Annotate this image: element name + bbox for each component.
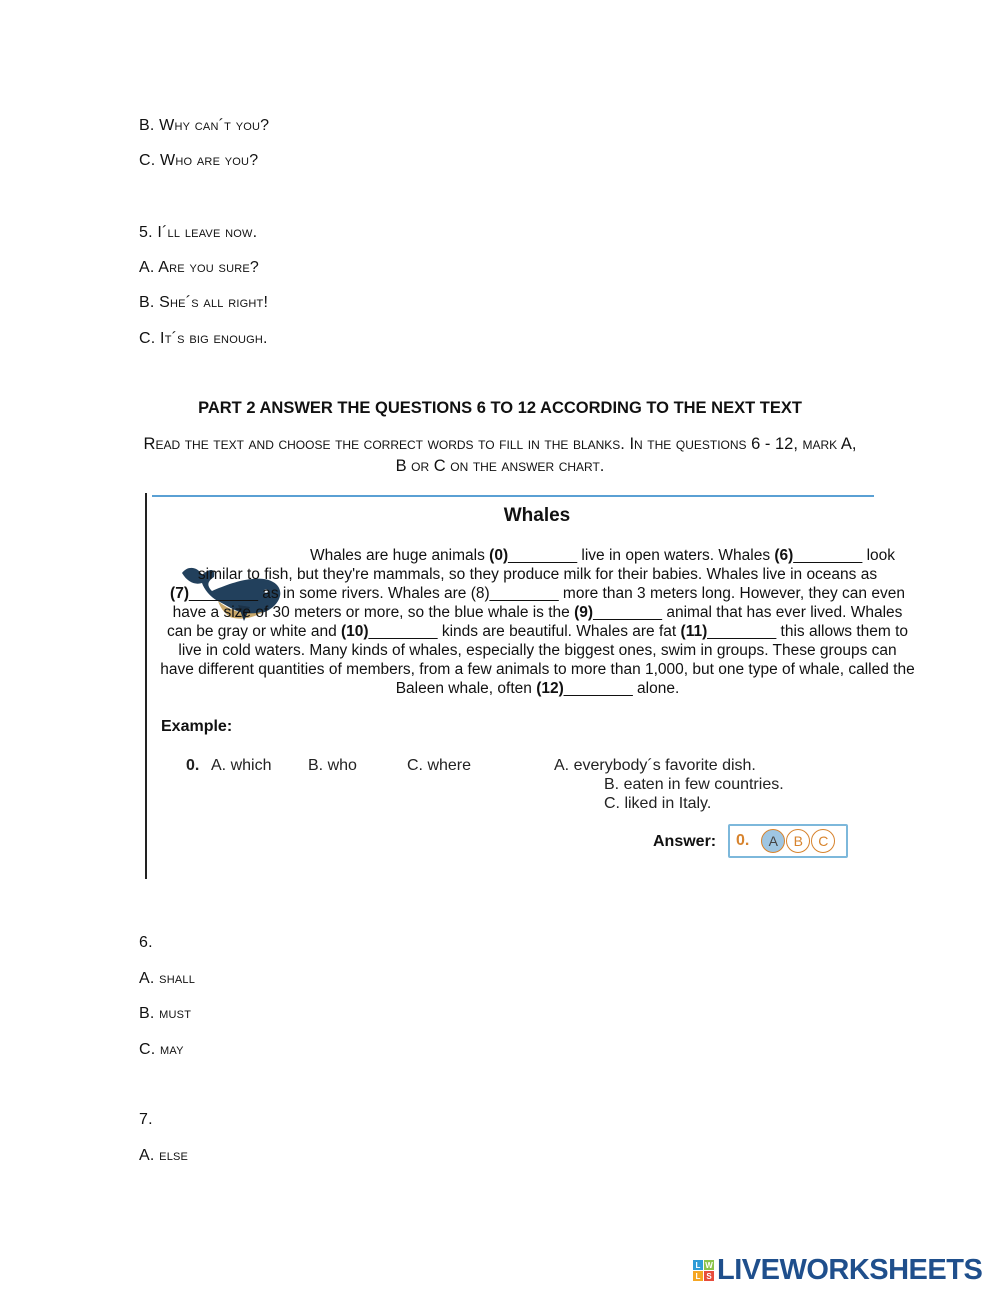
panel-top-rule <box>152 495 874 497</box>
q5-stem: 5. I´ll leave now. <box>139 224 258 241</box>
blank-7: (7) <box>170 585 189 602</box>
q6-stem: 6. <box>139 934 153 951</box>
q6-option-c[interactable]: C. may <box>139 1041 184 1058</box>
answer-bubble-b: B <box>786 829 810 853</box>
q6-option-b[interactable]: B. must <box>139 1005 192 1022</box>
logo-tile: L <box>693 1260 703 1270</box>
blank-6: (6) <box>774 547 794 564</box>
liveworksheets-logo[interactable] <box>693 1254 982 1287</box>
example-option-c: C. where <box>407 757 472 774</box>
blank-12: (12) <box>536 680 564 697</box>
logo-tile: L <box>693 1271 703 1281</box>
answer-number: 0. <box>736 832 750 849</box>
example-right-b: B. eaten in few countries. <box>604 776 784 793</box>
blank-9: (9) <box>574 604 594 621</box>
q5-option-c[interactable]: C. It´s big enough. <box>139 330 268 347</box>
para-text: ________ as in some rivers. Whales are (8)________ more than 3 meters long. However, they can even have a size of 30 meters or more, so the blue whale is the <box>172 585 905 621</box>
example-option-b: B. who <box>308 757 357 774</box>
q5-option-a[interactable]: A. Are you sure? <box>139 259 260 276</box>
q4-option-c[interactable]: C. Who are you? <box>139 152 259 169</box>
answer-chart <box>728 824 848 858</box>
panel-left-rule <box>145 493 147 879</box>
blank-11: (11) <box>680 623 708 640</box>
logo-tile: W <box>705 1260 713 1270</box>
example-number: 0. <box>186 757 200 774</box>
q6-option-a[interactable]: A. shall <box>139 970 196 987</box>
para-text: ________ animal that has ever lived. Whales can be gray or white and <box>166 604 903 640</box>
q5-option-b[interactable]: B. She´s all right! <box>139 294 269 311</box>
para-text: ________ this allows them to live in cold waters. Many kinds of whales, especially the biggest ones, swim in groups. These groups can have different quantities of members, from a few animals to more than 1,000, but one type of whale, called the Baleen whale, often <box>160 623 915 697</box>
para-text: Whales are huge animals <box>309 547 490 564</box>
reading-paragraph <box>160 546 915 698</box>
reading-title: Whales <box>503 505 571 526</box>
para-text: ________ live in open waters. Whales <box>508 547 775 564</box>
blank-0: (0) <box>489 547 509 564</box>
part2-instruction: Read the text and choose the correct words to fill in the blanks. In the questions 6 - 12, mark A, B or C on the answer chart. <box>143 435 857 475</box>
q7-stem: 7. <box>139 1111 153 1128</box>
example-label: Example: <box>161 718 233 735</box>
para-text: ________ alone. <box>563 680 680 697</box>
answer-bubble-a: A <box>761 829 785 853</box>
logo-wordmark: LIVEWORKSHEETS <box>717 1254 983 1286</box>
logo-tiles <box>693 1260 714 1281</box>
q4-option-b[interactable]: B. Why can´t you? <box>139 117 270 134</box>
whales-reading-panel <box>145 493 915 881</box>
blank-10: (10) <box>341 623 369 640</box>
para-text: ________ look similar to fish, but they're mammals, so they produce milk for their babies. Whales live in oceans as <box>197 547 896 583</box>
q7-option-a[interactable]: A. else <box>139 1147 189 1164</box>
answer-bubble-c: C <box>811 829 835 853</box>
example-right-a: A. everybody´s favorite dish. <box>554 757 756 774</box>
logo-tile: S <box>704 1271 714 1281</box>
para-text: ________ kinds are beautiful. Whales are fat <box>368 623 681 640</box>
example-option-a: A. which <box>211 757 272 774</box>
example-right-c: C. liked in Italy. <box>604 795 712 812</box>
answer-label: Answer: <box>653 833 717 850</box>
part2-heading: PART 2 ANSWER THE QUESTIONS 6 TO 12 ACCORDING TO THE NEXT TEXT <box>198 399 802 417</box>
